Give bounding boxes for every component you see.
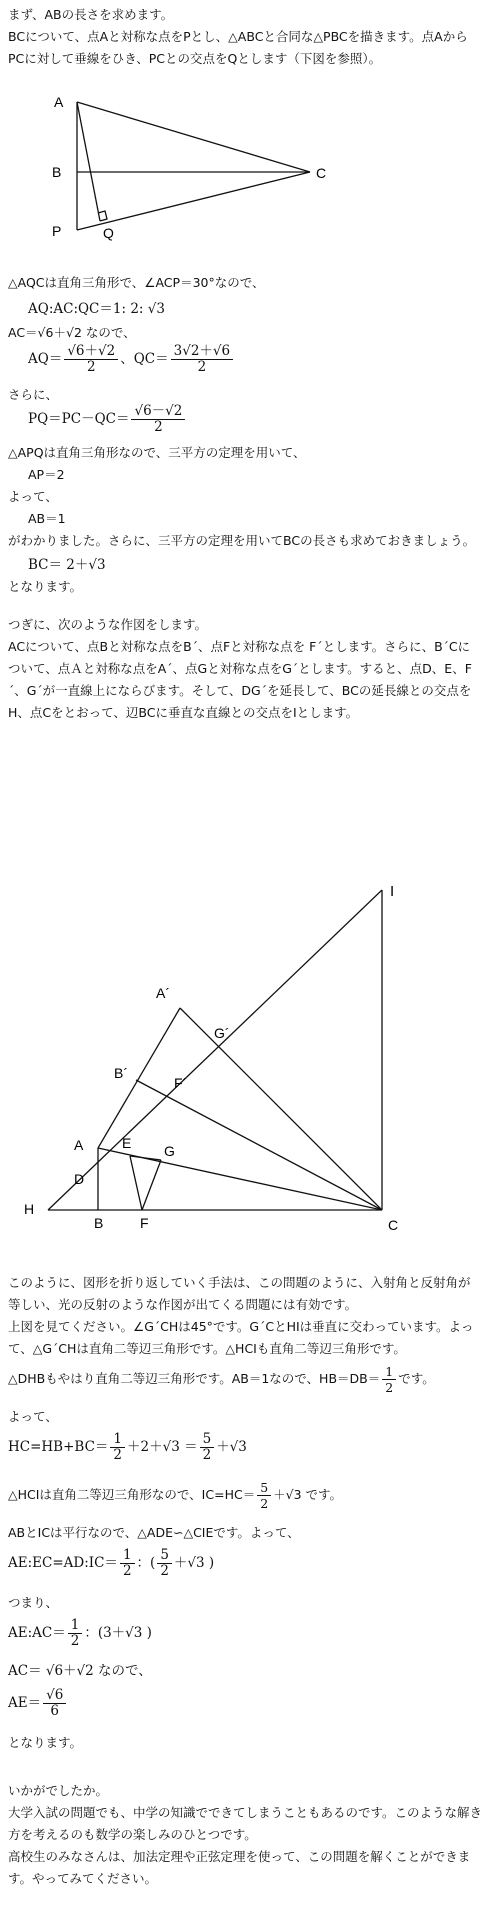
sec3-dhb: △DHBもやはり直角二等辺三角形です。AB＝1なので、HB＝DB＝ $\frac{1}{2}$ です。 [8,1364,435,1395]
fig2-label-e: E [122,1135,132,1151]
fraction-aq: $\frac{√6+√2}{2}$ [64,344,118,375]
sec1-line-7: △APQは直角三角形なので、三平方の定理を用いて、 [8,445,306,460]
sec2-line-1: つぎに、次のような作図をします。 [8,617,208,632]
sec1-ac-value: AC＝√6＋√2 なので、 [8,325,136,340]
fig2-segment-fg [142,1160,161,1210]
sec3-ic: △HCIは直角二等辺三角形なので、IC=HC＝ $\frac{5}{2}$ ＋√3 です。 [8,1480,343,1511]
fig1-segment-aq [77,102,100,221]
sec3-line-4: よって、 [8,1409,58,1424]
fig1-label-a: A [54,94,64,110]
outro-line-1: いかがでしたか。 [8,1783,109,1798]
sec3-line-7: ABとICは平行なので、△ADE∽△CIEです。よって、 [8,1525,300,1540]
fig2-label-g-prime: G´ [214,1025,230,1041]
fig2-label-g: G [164,1143,175,1159]
sec1-line-1: △AQCは直角三角形で、∠ACP＝30°なので、 [8,275,265,290]
sec3-line-9: つまり、 [8,1595,59,1610]
sec3-paragraph-1: このように、図形を折り返していく手法は、この問題のように、入射角と反射角が等しい、光の反射のような作図が出てくる問題には有効です。 [8,1275,471,1312]
sec1-aq-qc: AQ＝ $\frac{√6+√2}{2}$ 、QC＝ $\frac{3√2+√6}{2}$ [28,340,478,378]
intro-line-1: まず、ABの長さを求めます。 [8,7,174,22]
fig2-segment-eg [130,1156,161,1160]
fraction-ae: $\frac{1}{2}$ [68,1618,83,1649]
fig1-label-c: C [316,165,327,181]
sec1-line-13: となります。 [8,579,83,594]
fig1-segment-pc [77,172,310,230]
fig1-label-q: Q [103,225,114,241]
sec3-paragraph-2: 上図を見てください。∠G´CHは45°です。G´CとHIは垂直に交わっています。よって、△G´CHは直角二等辺三角形です。△HCIも直角二等辺三角形です。 [8,1319,474,1356]
outro-line-2: 大学入試の問題でも、中学の知識でできてしまうこともあるのです。このような解き方を考えるのも数学の楽しみのひとつです。 [8,1805,483,1842]
fig2-label-b: B [94,1215,104,1231]
fig2-label-f-prime: F´ [174,1075,188,1091]
fig1-segment-ac [77,102,310,172]
fig2-label-a: A [74,1137,84,1153]
fig2-label-f: F [140,1215,149,1231]
sec1-line-9: よって、 [8,489,58,504]
fraction-ad: $\frac{1}{2}$ [120,1548,135,1579]
figure-2 [18,858,438,1238]
fig2-label-a-prime: A´ [156,985,170,1001]
sec1-ap: AP＝2 [28,467,65,482]
fig2-label-d: D [74,1171,85,1187]
fraction-qc: $\frac{3√2+√6}{2}$ [171,344,233,375]
sec3-hc: HC=HB+BC＝ $\frac{1}{2}$ ＋2＋√3 ＝ $\frac{5}{2}$ ＋√3 [8,1431,247,1463]
figure-1 [40,90,390,250]
fig2-segment-aa2 [98,1008,180,1148]
fig2-segment-a2c [180,1008,382,1210]
sec1-pq: PQ＝PC－QC＝ $\frac{√6-√2}{2}$ [28,400,478,438]
fig2-segment-ef [130,1156,142,1210]
fig2-label-c: C [388,1217,399,1233]
sec1-ratio: AQ:AC:QC＝1: 2: √3 [28,301,165,317]
sec1-bc: BC＝ 2＋√3 [28,557,106,573]
sec3-ae-ac: AE:AC＝ $\frac{1}{2}$ ：(3＋√3 ) [8,1617,152,1649]
sec1-line-11: がわかりました。さらに、三平方の定理を用いてBCの長さも求めておきましょう。 [8,533,476,548]
fraction-ic-2: $\frac{5}{2}$ [157,1548,172,1579]
fraction-hb: $\frac{1}{2}$ [110,1432,125,1463]
fraction-hc: $\frac{5}{2}$ [200,1432,215,1463]
fig2-label-i: I [390,883,395,900]
fig1-label-p: P [52,223,62,239]
fig2-label-h: H [24,1201,35,1217]
fraction-half: $\frac{1}{2}$ [382,1364,396,1395]
fig2-label-b-prime: B´ [114,1065,128,1081]
fig1-label-b: B [52,164,62,180]
fraction-ae-result: $\frac{√6}{6}$ [43,1688,66,1719]
sec3-line-13: となります。 [8,1735,83,1750]
outro-line-3: 高校生のみなさんは、加法定理や正弦定理を使って、この問題を解くことができます。やってみてください。 [8,1849,471,1886]
sec1-line-5: さらに、 [8,387,59,402]
sec1-ab: AB＝1 [28,511,66,526]
sec3-ac: AC＝ √6＋√2 なので、 [8,1663,152,1679]
sec3-ae: AE＝ $\frac{√6}{6}$ [8,1684,482,1722]
intro-line-2: BCについて、点Aと対称な点をPとし、△ABCと合同な△PBCを描きます。点AからPCに対して垂線をひき、PCとの交点をQとします（下図を参照）。 [8,29,468,66]
fraction-pq: $\frac{√6-√2}{2}$ [131,404,185,435]
fraction-ic: $\frac{5}{2}$ [257,1480,271,1511]
sec2-paragraph: ACについて、点Bと対称な点をB´、点Fと対称な点を F´とします。さらに、B´Cについて、点Ａと対称な点をA´、点Gと対称な点をG´とします。すると、点D、E、F´、G´が一直線上にならびます。そして、DG´を延長して、BCの延長線との交点をH、点Cをとおって、辺BCに垂直な直線との交点をIとします。 [8,639,472,720]
sec3-ae-ec: AE:EC=AD:IC＝ $\frac{1}{2}$ ：( $\frac{5}{2}$ ＋√3 ) [8,1547,215,1579]
